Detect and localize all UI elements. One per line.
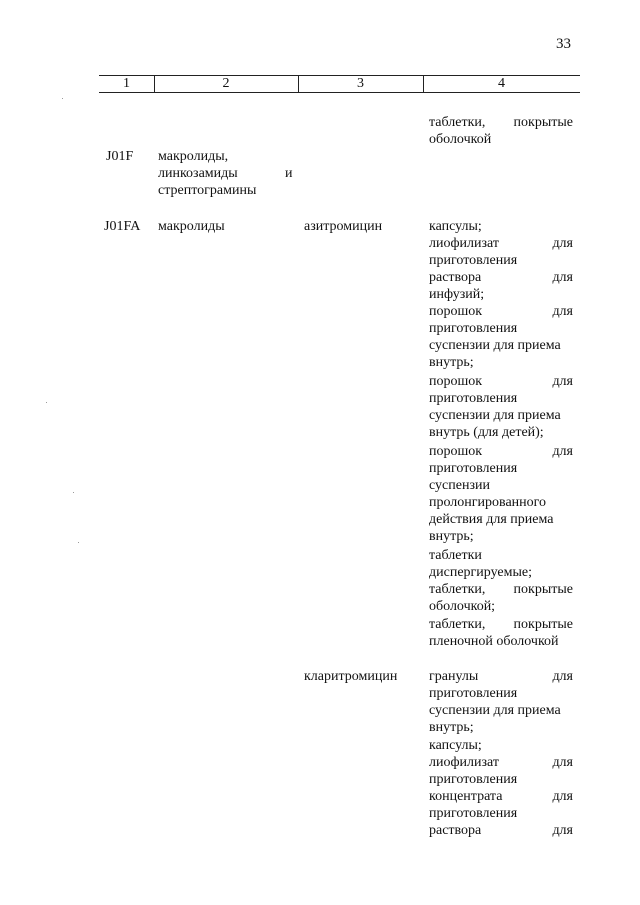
column-header-2: 2 [222, 76, 230, 91]
atc-code-j01fa: J01FA [104, 219, 141, 234]
dosage-form-line: инфузий; [429, 287, 485, 302]
dosage-form-line: суспензии для приема [429, 703, 561, 718]
column-header-4: 4 [498, 76, 505, 91]
column-header-3: 3 [357, 76, 364, 91]
dosage-form-line: суспензии для приема [429, 408, 561, 423]
scan-speck [78, 542, 79, 543]
dosage-form-line: приготовления [429, 806, 518, 821]
dosage-form-line: внутрь; [429, 720, 474, 735]
page-number: 33 [556, 36, 571, 52]
dosage-form-line: порошок для [429, 444, 573, 459]
group-name-line: стрептограмины [158, 183, 257, 198]
scan-speck [73, 492, 74, 493]
dosage-form-line: приготовления [429, 772, 518, 787]
dosage-form-line: лиофилизат для [429, 755, 573, 770]
dosage-form-line: лиофилизат для [429, 236, 573, 251]
dosage-form-line: гранулы для [429, 669, 573, 684]
dosage-form-line: раствора для [429, 270, 573, 285]
group-name-line-tail: и [285, 166, 293, 181]
drug-name-azithromycin: азитромицин [304, 219, 383, 234]
dosage-form-line [429, 114, 573, 131]
dosage-form-line: таблетки, покрытые [429, 617, 573, 632]
dosage-form-line: приготовления [429, 321, 518, 336]
dosage-form-line: таблетки [429, 548, 482, 563]
dosage-form-line: капсулы; [429, 219, 482, 234]
group-name-line: линкозамиды [158, 166, 238, 181]
dosage-form-line: внутрь (для детей); [429, 425, 544, 440]
drug-name-clarithromycin: кларитромицин [304, 669, 398, 684]
dosage-form-line: таблетки, покрытые [429, 582, 573, 597]
dosage-form-line: диспергируемые; [429, 565, 532, 580]
dosage-form-line: раствора для [429, 823, 573, 838]
group-name-line: макролиды, [158, 149, 229, 164]
scan-speck [46, 402, 47, 403]
dosage-form-line: пленочной оболочкой [429, 634, 559, 649]
scan-speck [62, 98, 63, 99]
dosage-form-word: таблетки, [429, 115, 486, 130]
dosage-form-line: внутрь; [429, 355, 474, 370]
dosage-form-line: действия для приема [429, 512, 554, 527]
dosage-form-word: покрытые [513, 115, 573, 130]
dosage-form-line: порошок для [429, 374, 573, 389]
atc-code-j01f: J01F [106, 149, 134, 164]
dosage-form-line: суспензии для приема [429, 338, 561, 353]
group-name-line: макролиды [158, 219, 225, 234]
dosage-form-line: капсулы; [429, 738, 482, 753]
dosage-form-line: порошок для [429, 304, 573, 319]
column-header-1: 1 [123, 76, 130, 91]
dosage-form-line: оболочкой; [429, 599, 496, 614]
dosage-form-line: концентрата для [429, 789, 573, 804]
dosage-form-line: оболочкой [429, 132, 492, 147]
dosage-form-line: приготовления [429, 686, 518, 701]
dosage-form-line: суспензии [429, 478, 490, 493]
dosage-form-line: внутрь; [429, 529, 474, 544]
dosage-form-line: приготовления [429, 253, 518, 268]
dosage-form-line: приготовления [429, 461, 518, 476]
dosage-form-line: пролонгированного [429, 495, 547, 510]
dosage-form-line: приготовления [429, 391, 518, 406]
